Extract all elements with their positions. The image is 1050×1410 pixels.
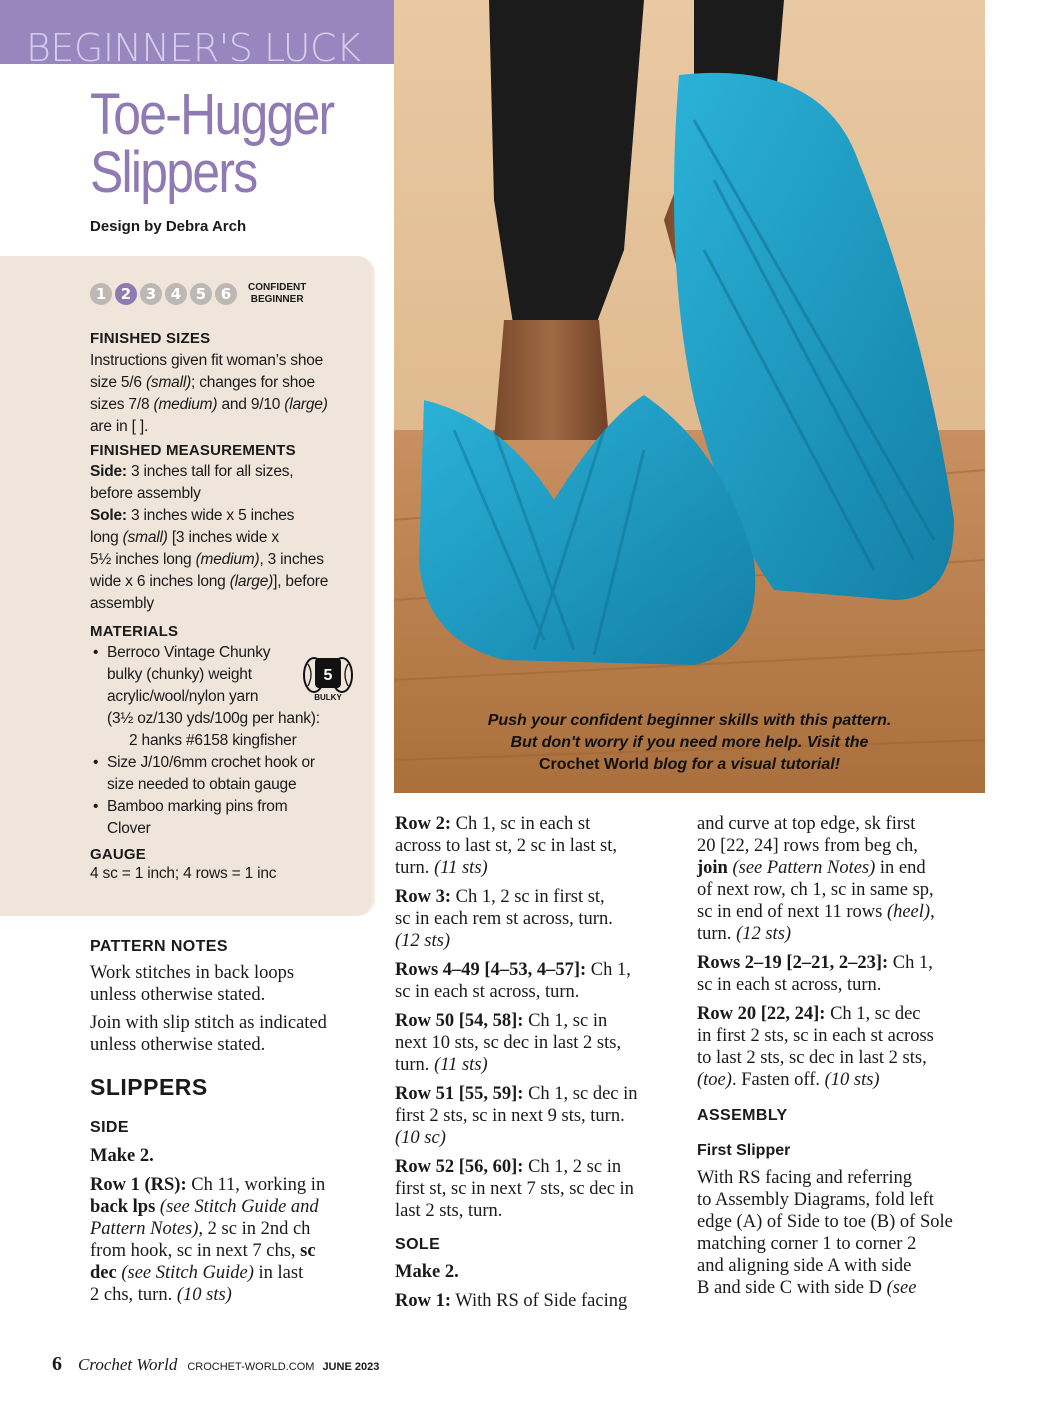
issue-date: JUNE 2023	[322, 1361, 380, 1373]
text-line: first st, sc in next 7 sts, sc dec in	[395, 1179, 634, 1199]
text-run: blog for a visual tutorial!	[648, 756, 841, 773]
text-run: 2 chs, turn.	[90, 1285, 177, 1305]
text-run: Row 1 (RS):	[90, 1175, 187, 1195]
text-run: turn.	[395, 858, 435, 878]
sole-heading: SOLE	[395, 1236, 441, 1253]
row-3-instruction	[395, 886, 685, 952]
yarn-weight-label: BULKY	[314, 693, 342, 702]
text-run: 3 inches wide x 5 inches	[126, 507, 295, 524]
finished-sizes-heading: FINISHED SIZES	[90, 330, 211, 347]
text-line: With RS facing and referring	[697, 1168, 913, 1188]
text-line	[90, 1262, 380, 1284]
list-item	[90, 796, 365, 840]
text-line	[697, 923, 997, 945]
text-run: . Fasten off.	[731, 1070, 825, 1090]
text-run: (12 sts)	[395, 931, 450, 951]
row-2-instruction	[395, 813, 685, 879]
assembly-heading: ASSEMBLY	[697, 1107, 788, 1124]
title-line-2: Slippers	[90, 140, 257, 205]
text-line: and curve at top edge, sk first	[697, 814, 916, 834]
text-run: Ch 1, 2 sc in	[523, 1157, 622, 1177]
text-run: Ch 11, working in	[186, 1175, 326, 1195]
magazine-name: Crochet World	[78, 1355, 178, 1374]
text-run: wide x 6 inches long	[90, 573, 230, 590]
text-line: 20 [22, 24] rows from beg ch,	[697, 836, 918, 856]
text-line: sc in end of next 11 rows (heel),	[697, 902, 935, 922]
skill-level	[90, 282, 306, 306]
text-line	[90, 1240, 380, 1262]
rows-2-19-instruction	[697, 952, 997, 996]
text-run: (10 sts)	[824, 1070, 880, 1090]
row-51-instruction	[395, 1083, 685, 1149]
text-run: Crochet World	[538, 756, 649, 773]
text-line	[395, 930, 685, 952]
skill-level-3: 3	[140, 283, 162, 305]
page-title	[90, 82, 348, 205]
text-line: first 2 sts, sc in next 9 sts, turn.	[395, 1106, 625, 1126]
side-heading: SIDE	[90, 1119, 129, 1136]
text-line	[90, 1284, 380, 1306]
pattern-column-1	[90, 938, 380, 1306]
text-line: Instructions given fit woman’s shoe	[90, 352, 324, 369]
text-run: Row 1:	[395, 1291, 452, 1311]
text-run: Ch 1,	[586, 960, 631, 980]
text-line	[90, 1174, 380, 1196]
text-line: are in [ ].	[90, 418, 149, 435]
text-line: sc in each st across, turn.	[395, 982, 580, 1002]
row-20-instruction	[697, 1003, 997, 1091]
text-run: (small)	[122, 529, 168, 546]
text-run: Ch 1,	[888, 953, 933, 973]
slippers-photo	[394, 0, 985, 793]
text-line: size needed to obtain gauge	[107, 776, 297, 793]
text-run: , 2 sc in 2nd ch	[198, 1219, 311, 1239]
skill-level-5: 5	[190, 283, 212, 305]
text-run: in last	[253, 1263, 304, 1283]
text-run: dec	[90, 1263, 117, 1283]
text-run: [3 inches wide x	[167, 529, 279, 546]
text-run: Row 20 [22, 24]:	[697, 1004, 826, 1024]
text-line: across to last st, 2 sc in last st,	[395, 836, 617, 856]
make-note: Make 2.	[395, 1262, 459, 1282]
row-50-instruction	[395, 1010, 685, 1076]
text-run: size 5/6	[90, 374, 146, 391]
text-line: sc in each rem st across, turn.	[395, 909, 613, 929]
note-1	[90, 962, 380, 1006]
text-line: bulky (chunky) weight	[107, 666, 252, 683]
text-run: With RS of Side facing	[451, 1291, 628, 1311]
finished-measurements-text	[90, 461, 365, 615]
text-run: turn.	[697, 924, 737, 944]
finished-measurements-heading: FINISHED MEASUREMENTS	[90, 442, 296, 459]
text-run: Sole:	[90, 507, 127, 524]
text-run: (10 sts)	[176, 1285, 232, 1305]
sole-row-1-instruction	[395, 1290, 685, 1312]
yarn-weight-icon	[300, 654, 356, 702]
text-run: (small)	[145, 374, 192, 391]
page-footer	[52, 1353, 379, 1376]
byline: Design by Debra Arch	[90, 218, 247, 235]
text-line	[90, 372, 365, 394]
text-run: Row 51 [55, 59]:	[395, 1084, 524, 1104]
text-line	[395, 1010, 685, 1032]
text-line: to Assembly Diagrams, fold left	[697, 1190, 934, 1210]
text-run: ], before	[273, 573, 329, 590]
text-run: (10 sc)	[395, 1128, 446, 1148]
assembly-instruction	[697, 1167, 997, 1299]
caption-line: But don't worry if you need more help. Visit the	[510, 734, 869, 751]
text-line	[395, 1156, 685, 1178]
text-line	[395, 959, 685, 981]
finished-sizes-section	[90, 330, 365, 885]
text-line: edge (A) of Side to toe (B) of Sole	[697, 1212, 953, 1232]
make-note: Make 2.	[90, 1146, 154, 1166]
text-line: Clover	[107, 820, 151, 837]
pattern-column-3	[697, 813, 997, 1299]
text-run: Row 2:	[395, 814, 452, 834]
text-run: long	[90, 529, 123, 546]
text-line	[90, 394, 365, 416]
skill-level-6: 6	[215, 283, 237, 305]
text-line: to last 2 sts, sc dec in last 2 sts,	[697, 1048, 927, 1068]
text-line: last 2 sts, turn.	[395, 1201, 503, 1221]
text-line	[90, 505, 365, 527]
text-line	[90, 1196, 380, 1218]
text-run: sizes 7/8	[90, 396, 154, 413]
text-run: Pattern Notes)	[90, 1219, 199, 1239]
text-run: join	[697, 858, 728, 878]
caption-line	[394, 754, 985, 776]
gauge-heading: GAUGE	[90, 846, 147, 863]
text-run: (medium)	[195, 551, 260, 568]
text-line	[395, 886, 685, 908]
website: CROCHET-WORLD.COM	[187, 1361, 315, 1373]
text-line: acrylic/wool/nylon yarn	[107, 688, 259, 705]
text-run: (medium)	[153, 396, 218, 413]
text-line	[395, 857, 685, 879]
text-line: of next row, ch 1, sc in same sp,	[697, 880, 934, 900]
text-line	[90, 527, 365, 549]
text-run: (12 sts)	[736, 924, 792, 944]
text-run: turn.	[395, 1055, 435, 1075]
text-run: from hook, sc in next 7 chs,	[90, 1241, 301, 1261]
text-run: (large)	[284, 396, 328, 413]
skill-level-4: 4	[165, 283, 187, 305]
text-line	[395, 1083, 685, 1105]
text-run: 5½ inches long	[90, 551, 196, 568]
skill-label-line-2: BEGINNER	[250, 294, 304, 305]
text-run: (see Stitch Guide)	[116, 1263, 254, 1283]
text-run: Side:	[90, 463, 127, 480]
yarn-weight-number: 5	[323, 667, 333, 684]
text-line	[395, 1127, 685, 1149]
rows-4-49-instruction	[395, 959, 685, 1003]
text-line	[90, 1218, 380, 1240]
slippers-heading: SLIPPERS	[90, 1074, 208, 1100]
text-run: Rows 2–19 [2–21, 2–23]:	[697, 953, 889, 973]
note-2	[90, 1012, 380, 1056]
text-run: 3 inches tall for all sizes,	[126, 463, 294, 480]
text-run: Ch 1, 2 sc in first st,	[451, 887, 605, 907]
text-line: unless otherwise stated.	[90, 1035, 266, 1055]
text-run: (toe)	[697, 1070, 732, 1090]
caption-line: Push your confident beginner skills with this pattern.	[487, 712, 892, 729]
text-run: sc	[300, 1241, 316, 1261]
text-run: (11 sts)	[434, 1055, 488, 1075]
text-run: sc in end of next 11 rows	[697, 902, 887, 922]
skill-level-1: 1	[90, 283, 112, 305]
text-line	[395, 1290, 685, 1312]
text-line	[395, 1054, 685, 1076]
sole-row-1-continued	[697, 813, 997, 945]
text-line: before assembly	[90, 485, 201, 502]
text-run: and 9/10	[217, 396, 285, 413]
text-line: • Bamboo marking pins from	[107, 798, 288, 815]
text-run: (heel)	[886, 902, 931, 922]
row-1-instruction	[90, 1174, 380, 1306]
text-run: back lps	[90, 1197, 156, 1217]
title-line-1: Toe-Hugger	[90, 82, 334, 147]
text-run: Ch 1, sc dec in	[523, 1084, 638, 1104]
text-line: (3½ oz/130 yds/100g per hank):	[107, 710, 320, 727]
row-52-instruction	[395, 1156, 685, 1222]
photo-caption	[394, 710, 985, 776]
text-run: Rows 4–49 [4–53, 4–57]:	[395, 960, 587, 980]
text-line: assembly	[90, 595, 154, 612]
text-line: • Berroco Vintage Chunky	[107, 644, 271, 661]
text-line	[697, 1003, 997, 1025]
text-line: • Size J/10/6mm crochet hook or	[107, 754, 315, 771]
pattern-notes-heading: PATTERN NOTES	[90, 938, 228, 955]
list-item	[90, 752, 365, 796]
text-line: 2 hanks #6158 kingfisher	[129, 732, 297, 749]
materials-heading: MATERIALS	[90, 623, 179, 640]
text-run: Row 3:	[395, 887, 452, 907]
text-run: , 3 inches	[259, 551, 324, 568]
text-line: next 10 sts, sc dec in last 2 sts,	[395, 1033, 622, 1053]
text-line	[90, 549, 365, 571]
text-run: (see	[886, 1278, 917, 1298]
text-run: (see Pattern Notes)	[727, 858, 876, 878]
text-line	[697, 1069, 997, 1091]
section-title: BEGINNER'S LUCK	[26, 26, 361, 64]
page-number: 6	[52, 1353, 62, 1375]
text-line: and aligning side A with side	[697, 1256, 912, 1276]
text-run: (see Stitch Guide and	[155, 1197, 319, 1217]
text-run: Ch 1, sc in	[523, 1011, 608, 1031]
text-line: in first 2 sts, sc in each st across	[697, 1026, 934, 1046]
text-line: Join with slip stitch as indicated	[90, 1013, 327, 1033]
text-line	[90, 461, 365, 483]
text-line	[697, 952, 997, 974]
text-line: sc in each st across, turn.	[697, 975, 882, 995]
text-run: B and side C with side D	[697, 1278, 887, 1298]
finished-sizes-text	[90, 350, 365, 438]
text-line: unless otherwise stated.	[90, 985, 266, 1005]
text-run: in end	[875, 858, 926, 878]
text-line	[395, 813, 685, 835]
text-run: Ch 1, sc dec	[825, 1004, 921, 1024]
skill-level-label	[248, 282, 306, 306]
text-run: Row 52 [56, 60]:	[395, 1157, 524, 1177]
skill-level-2: 2	[115, 283, 137, 305]
section-banner	[0, 0, 394, 64]
first-slipper-heading: First Slipper	[697, 1142, 791, 1159]
text-line: matching corner 1 to corner 2	[697, 1234, 917, 1254]
text-line: Work stitches in back loops	[90, 963, 295, 983]
text-line	[697, 857, 997, 879]
text-line	[90, 571, 365, 593]
text-run: ; changes for shoe	[191, 374, 315, 391]
text-run: (large)	[229, 573, 274, 590]
pattern-column-2	[395, 813, 685, 1312]
text-run: Ch 1, sc in each st	[451, 814, 591, 834]
skill-label-line-1: CONFIDENT	[248, 282, 307, 293]
text-line	[697, 1277, 997, 1299]
gauge-text: 4 sc = 1 inch; 4 rows = 1 inc	[90, 865, 277, 882]
text-run: (11 sts)	[434, 858, 488, 878]
text-run: Row 50 [54, 58]:	[395, 1011, 524, 1031]
